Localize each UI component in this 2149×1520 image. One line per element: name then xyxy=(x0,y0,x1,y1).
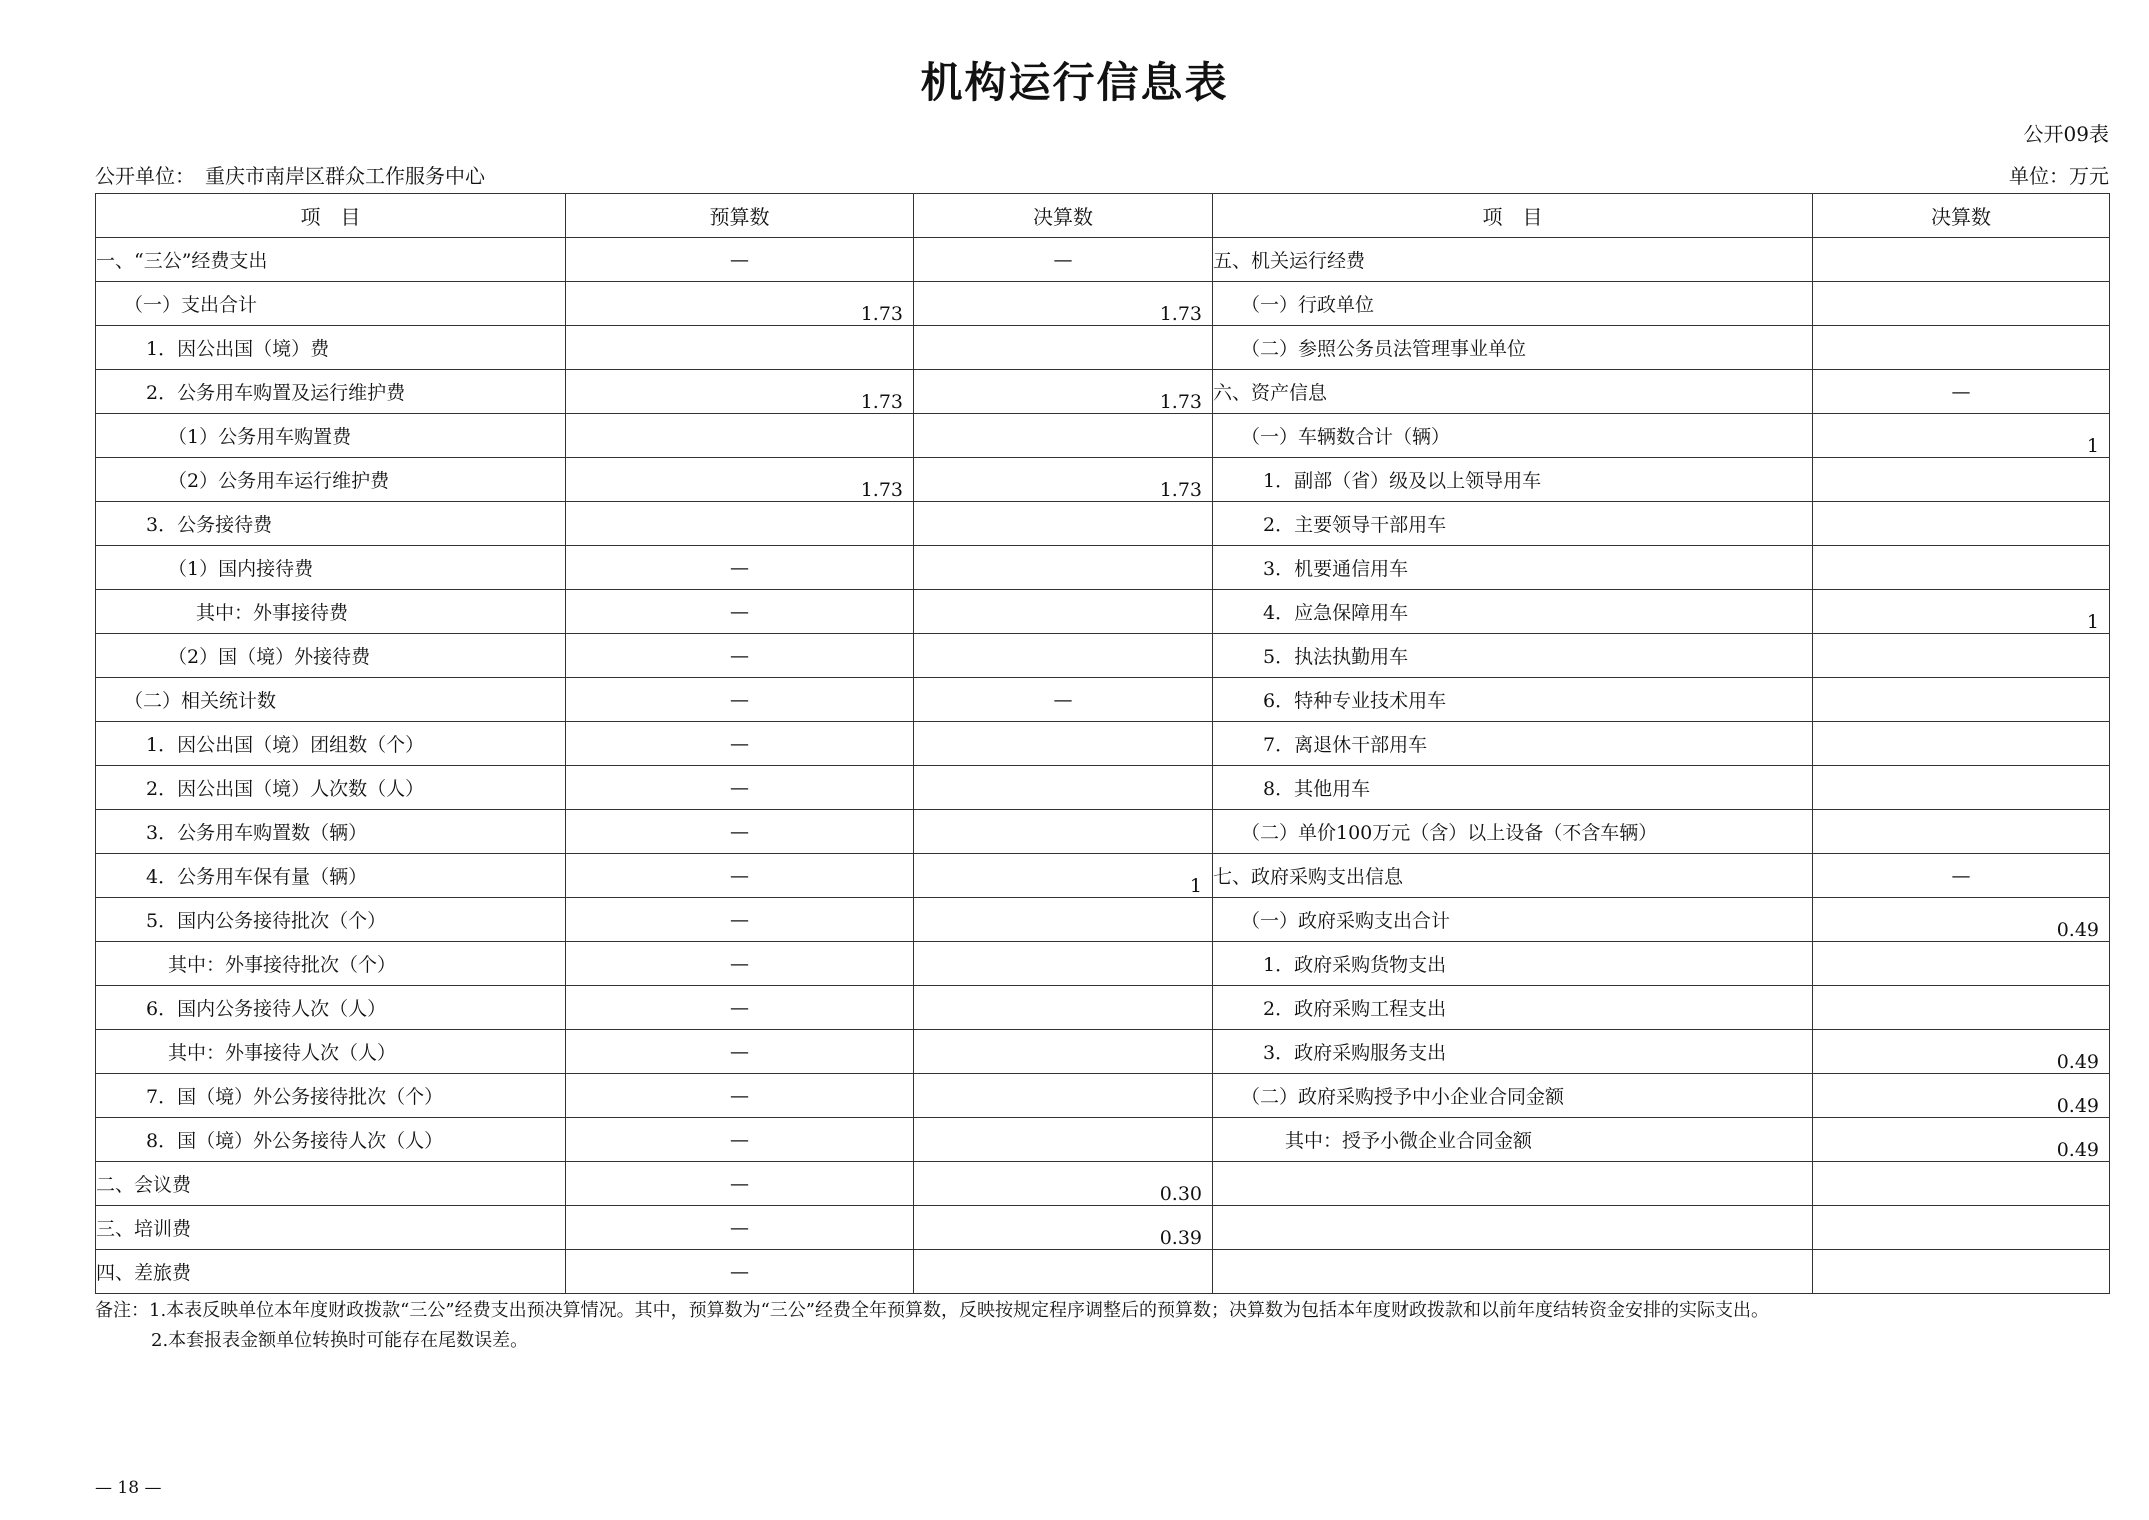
table-row xyxy=(96,678,2110,722)
row-item-label-right: 六、资产信息 xyxy=(1213,370,1813,414)
table-row xyxy=(96,370,2110,414)
row-item-label-right: （二）参照公务员法管理事业单位 xyxy=(1213,326,1813,370)
row-final-value: 1.73 xyxy=(914,370,1213,414)
row-final-value-right xyxy=(1813,766,2110,810)
row-item-label: 四、差旅费 xyxy=(96,1250,566,1294)
row-item-label-right: 七、政府采购支出信息 xyxy=(1213,854,1813,898)
row-item-label: （1）国内接待费 xyxy=(96,546,566,590)
row-final-value-right xyxy=(1813,942,2110,986)
row-item-label: 其中：外事接待人次（人） xyxy=(96,1030,566,1074)
row-item-label-right: 3．政府采购服务支出 xyxy=(1213,1030,1813,1074)
row-item-label: 1．因公出国（境）团组数（个） xyxy=(96,722,566,766)
row-final-value xyxy=(914,898,1213,942)
table-row xyxy=(96,1030,2110,1074)
row-item-label-right: 1．副部（省）级及以上领导用车 xyxy=(1213,458,1813,502)
table-row xyxy=(96,942,2110,986)
row-item-label-right xyxy=(1213,1162,1813,1206)
page-number: — 18 — xyxy=(95,1478,162,1498)
row-budget-value: — xyxy=(566,634,914,678)
table-row xyxy=(96,590,2110,634)
row-budget-value: — xyxy=(566,1118,914,1162)
row-final-value: 1.73 xyxy=(914,458,1213,502)
row-item-label: 其中：外事接待批次（个） xyxy=(96,942,566,986)
row-final-value-right: — xyxy=(1813,854,2110,898)
row-item-label-right: （一）政府采购支出合计 xyxy=(1213,898,1813,942)
row-final-value xyxy=(914,766,1213,810)
info-table xyxy=(95,193,2110,1294)
row-final-value-right xyxy=(1813,1206,2110,1250)
row-item-label: 3．公务用车购置数（辆） xyxy=(96,810,566,854)
row-final-value xyxy=(914,634,1213,678)
row-final-value-right xyxy=(1813,546,2110,590)
row-item-label: 2．公务用车购置及运行维护费 xyxy=(96,370,566,414)
unit-row xyxy=(95,160,2109,188)
row-final-value-right: 0.49 xyxy=(1813,898,2110,942)
row-budget-value: — xyxy=(566,1250,914,1294)
header-final-right: 决算数 xyxy=(1813,194,2110,238)
table-row xyxy=(96,1206,2110,1250)
row-item-label-right: （一）车辆数合计（辆） xyxy=(1213,414,1813,458)
row-item-label: （1）公务用车购置费 xyxy=(96,414,566,458)
row-final-value-right xyxy=(1813,678,2110,722)
row-budget-value xyxy=(566,414,914,458)
row-final-value-right xyxy=(1813,722,2110,766)
row-item-label: 2．因公出国（境）人次数（人） xyxy=(96,766,566,810)
table-row xyxy=(96,238,2110,282)
table-row xyxy=(96,898,2110,942)
row-final-value: 1.73 xyxy=(914,282,1213,326)
row-final-value-right: 0.49 xyxy=(1813,1030,2110,1074)
row-final-value-right xyxy=(1813,502,2110,546)
row-item-label-right: 5．执法执勤用车 xyxy=(1213,634,1813,678)
row-budget-value xyxy=(566,326,914,370)
row-final-value-right: 1 xyxy=(1813,590,2110,634)
row-item-label-right xyxy=(1213,1250,1813,1294)
row-final-value xyxy=(914,810,1213,854)
row-item-label-right: 其中：授予小微企业合同金额 xyxy=(1213,1118,1813,1162)
row-final-value xyxy=(914,986,1213,1030)
row-final-value-right xyxy=(1813,238,2110,282)
row-item-label-right: 五、机关运行经费 xyxy=(1213,238,1813,282)
table-row xyxy=(96,634,2110,678)
row-budget-value: — xyxy=(566,986,914,1030)
row-item-label-right: 8．其他用车 xyxy=(1213,766,1813,810)
row-final-value xyxy=(914,1250,1213,1294)
row-item-label-right: （二）单价100万元（含）以上设备（不含车辆） xyxy=(1213,810,1813,854)
row-item-label: （一）支出合计 xyxy=(96,282,566,326)
row-budget-value: — xyxy=(566,810,914,854)
row-item-label: 4．公务用车保有量（辆） xyxy=(96,854,566,898)
row-final-value: 0.30 xyxy=(914,1162,1213,1206)
header-item: 项 目 xyxy=(96,194,566,238)
row-budget-value: — xyxy=(566,590,914,634)
row-final-value-right xyxy=(1813,458,2110,502)
table-row xyxy=(96,282,2110,326)
table-row xyxy=(96,986,2110,1030)
table-row xyxy=(96,546,2110,590)
row-item-label: （2）公务用车运行维护费 xyxy=(96,458,566,502)
row-final-value: 1 xyxy=(914,854,1213,898)
header-final: 决算数 xyxy=(914,194,1213,238)
row-budget-value: — xyxy=(566,1074,914,1118)
row-item-label-right: 3．机要通信用车 xyxy=(1213,546,1813,590)
row-final-value-right xyxy=(1813,634,2110,678)
row-final-value: — xyxy=(914,678,1213,722)
row-item-label: 一、“三公”经费支出 xyxy=(96,238,566,282)
row-budget-value: — xyxy=(566,1030,914,1074)
row-item-label: 5．国内公务接待批次（个） xyxy=(96,898,566,942)
row-final-value-right xyxy=(1813,1250,2110,1294)
table-row xyxy=(96,1250,2110,1294)
row-budget-value: — xyxy=(566,1162,914,1206)
table-row xyxy=(96,766,2110,810)
row-final-value xyxy=(914,1118,1213,1162)
row-item-label: 8．国（境）外公务接待人次（人） xyxy=(96,1118,566,1162)
row-budget-value: — xyxy=(566,942,914,986)
form-number: 公开09表 xyxy=(2023,122,2109,146)
row-budget-value: — xyxy=(566,238,914,282)
row-final-value xyxy=(914,326,1213,370)
row-budget-value: — xyxy=(566,546,914,590)
table-row xyxy=(96,502,2110,546)
row-item-label: 1．因公出国（境）费 xyxy=(96,326,566,370)
row-budget-value: — xyxy=(566,678,914,722)
row-final-value-right xyxy=(1813,326,2110,370)
table-row xyxy=(96,326,2110,370)
row-budget-value: — xyxy=(566,898,914,942)
note-line-2: 2.本套报表金额单位转换时可能存在尾数误差。 xyxy=(151,1330,529,1351)
row-item-label: 6．国内公务接待人次（人） xyxy=(96,986,566,1030)
table-row xyxy=(96,810,2110,854)
row-budget-value: — xyxy=(566,854,914,898)
row-final-value xyxy=(914,1074,1213,1118)
table-body xyxy=(96,238,2110,1294)
row-final-value-right xyxy=(1813,1162,2110,1206)
table-row xyxy=(96,854,2110,898)
row-final-value xyxy=(914,546,1213,590)
row-final-value-right: 1 xyxy=(1813,414,2110,458)
notes xyxy=(95,1296,1769,1356)
row-final-value xyxy=(914,502,1213,546)
row-budget-value: 1.73 xyxy=(566,458,914,502)
row-final-value xyxy=(914,942,1213,986)
page-title: 机构运行信息表 xyxy=(920,58,1229,107)
row-item-label-right: 1．政府采购货物支出 xyxy=(1213,942,1813,986)
header-item-right: 项 目 xyxy=(1213,194,1813,238)
row-item-label: （二）相关统计数 xyxy=(96,678,566,722)
row-final-value-right: — xyxy=(1813,370,2110,414)
publishing-unit: 公开单位： 重庆市南岸区群众工作服务中心 xyxy=(95,164,485,188)
table-row xyxy=(96,414,2110,458)
table-header-row xyxy=(96,194,2110,238)
row-item-label: 二、会议费 xyxy=(96,1162,566,1206)
row-budget-value: 1.73 xyxy=(566,370,914,414)
row-item-label-right xyxy=(1213,1206,1813,1250)
row-item-label-right: 2．主要领导干部用车 xyxy=(1213,502,1813,546)
row-final-value xyxy=(914,722,1213,766)
row-budget-value xyxy=(566,502,914,546)
row-item-label: 7．国（境）外公务接待批次（个） xyxy=(96,1074,566,1118)
row-final-value-right xyxy=(1813,282,2110,326)
row-final-value-right: 0.49 xyxy=(1813,1118,2110,1162)
row-budget-value: — xyxy=(566,722,914,766)
row-final-value xyxy=(914,414,1213,458)
row-final-value-right xyxy=(1813,810,2110,854)
table-row xyxy=(96,1074,2110,1118)
row-final-value xyxy=(914,1030,1213,1074)
row-final-value xyxy=(914,590,1213,634)
row-item-label-right: （一）行政单位 xyxy=(1213,282,1813,326)
row-final-value: — xyxy=(914,238,1213,282)
table-row xyxy=(96,458,2110,502)
table-row xyxy=(96,1162,2110,1206)
row-item-label: 三、培训费 xyxy=(96,1206,566,1250)
table-row xyxy=(96,722,2110,766)
row-budget-value: — xyxy=(566,766,914,810)
row-item-label: （2）国（境）外接待费 xyxy=(96,634,566,678)
row-final-value-right: 0.49 xyxy=(1813,1074,2110,1118)
row-budget-value: 1.73 xyxy=(566,282,914,326)
header-budget: 预算数 xyxy=(566,194,914,238)
row-final-value-right xyxy=(1813,986,2110,1030)
row-item-label-right: （二）政府采购授予中小企业合同金额 xyxy=(1213,1074,1813,1118)
row-item-label-right: 2．政府采购工程支出 xyxy=(1213,986,1813,1030)
row-budget-value: — xyxy=(566,1206,914,1250)
row-item-label-right: 4．应急保障用车 xyxy=(1213,590,1813,634)
note-line-1: 备注：1.本表反映单位本年度财政拨款“三公”经费支出预决算情况。其中，预算数为“三公”经费全年预算数，反映按规定程序调整后的预算数；决算数为包括本年度财政拨款和以前年度结转资金安排的实际支出。 xyxy=(95,1300,1769,1321)
money-unit: 单位：万元 xyxy=(2009,164,2109,188)
row-item-label-right: 7．离退休干部用车 xyxy=(1213,722,1813,766)
row-item-label: 3．公务接待费 xyxy=(96,502,566,546)
row-item-label-right: 6．特种专业技术用车 xyxy=(1213,678,1813,722)
table-row xyxy=(96,1118,2110,1162)
row-final-value: 0.39 xyxy=(914,1206,1213,1250)
row-item-label: 其中：外事接待费 xyxy=(96,590,566,634)
